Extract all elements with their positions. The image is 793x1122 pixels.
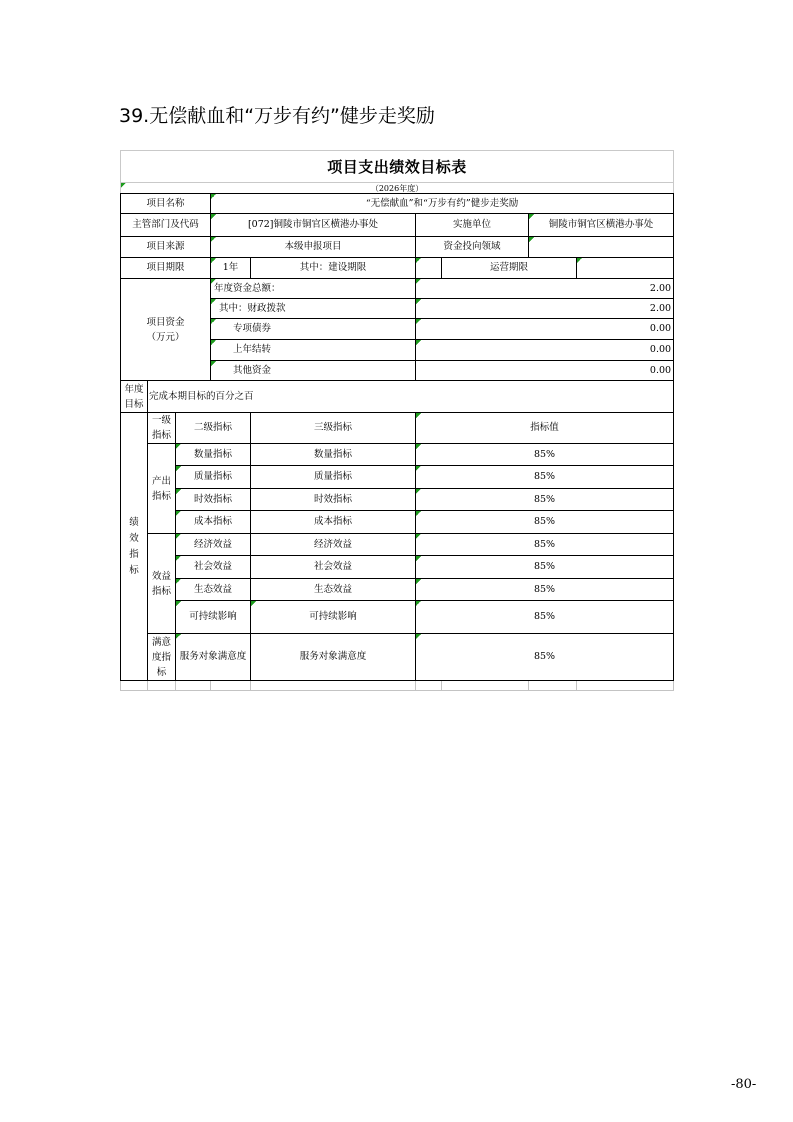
annual-goal-label: 年度 目标 (121, 381, 148, 413)
indicator-value: 85% (416, 634, 674, 681)
funds-other-value: 0.00 (416, 361, 674, 381)
funds-carryover-value: 0.00 (416, 340, 674, 361)
period-label: 项目期限 (121, 258, 211, 279)
indicator-level2: 成本指标 (176, 511, 251, 534)
source-label: 项目来源 (121, 237, 211, 258)
satisfaction-indicators-label: 满意 度指 标 (148, 634, 176, 681)
empty-cell (211, 681, 251, 691)
indicator-row (121, 489, 674, 511)
funds-fiscal-label: 其中：财政拨款 (211, 299, 416, 319)
indicator-level3: 质量指标 (251, 466, 416, 489)
performance-indicators-label: 绩 效 指 标 (121, 413, 148, 681)
implementing-unit-label: 实施单位 (416, 214, 529, 237)
indicator-row (121, 601, 674, 634)
annual-goal-row (121, 381, 674, 413)
funds-label: 项目资金 （万元） (121, 279, 211, 381)
indicator-value-header: 指标值 (416, 413, 674, 444)
empty-cell (121, 681, 148, 691)
indicator-level3: 社会效益 (251, 556, 416, 579)
source-row (121, 237, 674, 258)
level3-header: 三级指标 (251, 413, 416, 444)
funds-carryover-label: 上年结转 (211, 340, 416, 361)
indicator-level2: 质量指标 (176, 466, 251, 489)
indicator-header-row (121, 413, 674, 444)
page-number: -80- (731, 1077, 757, 1092)
table-year: （2026年度） (121, 183, 674, 194)
indicator-row (121, 556, 674, 579)
indicator-level3: 服务对象满意度 (251, 634, 416, 681)
indicator-level3: 可持续影响 (251, 601, 416, 634)
level2-header: 二级指标 (176, 413, 251, 444)
indicator-level2: 数量指标 (176, 444, 251, 466)
indicator-value: 85% (416, 489, 674, 511)
indicator-row (121, 466, 674, 489)
indicator-level2: 经济效益 (176, 534, 251, 556)
output-indicators-label: 产出 指标 (148, 444, 176, 534)
indicator-row (121, 534, 674, 556)
section-heading: 39.无偿献血和“万步有约”健步走奖励 (119, 105, 435, 127)
funds-other-label: 其他资金 (211, 361, 416, 381)
department-value: [072]铜陵市铜官区横港办事处 (211, 214, 416, 237)
project-name-value: “无偿献血”和“万步有约”健步走奖励 (211, 194, 674, 214)
indicator-level3: 成本指标 (251, 511, 416, 534)
indicator-level3: 经济效益 (251, 534, 416, 556)
empty-cell (416, 681, 442, 691)
indicator-value: 85% (416, 534, 674, 556)
implementing-unit-value: 铜陵市铜官区横港办事处 (529, 214, 674, 237)
operation-period-value (577, 258, 674, 279)
department-label: 主管部门及代码 (121, 214, 211, 237)
indicator-level2: 社会效益 (176, 556, 251, 579)
funds-total-value: 2.00 (416, 279, 674, 299)
empty-cell (529, 681, 577, 691)
empty-trailing-row (121, 681, 674, 691)
annual-goal-value: 完成本期目标的百分之百 (148, 381, 674, 413)
period-row (121, 258, 674, 279)
project-name-row (121, 194, 674, 214)
indicator-value: 85% (416, 556, 674, 579)
indicator-level2: 时效指标 (176, 489, 251, 511)
indicator-row (121, 579, 674, 601)
period-value: 1年 (211, 258, 251, 279)
empty-cell (148, 681, 176, 691)
indicator-row (121, 511, 674, 534)
year-row (121, 183, 674, 194)
empty-cell (176, 681, 211, 691)
table-title: 项目支出绩效目标表 (121, 151, 674, 183)
indicator-level2: 服务对象满意度 (176, 634, 251, 681)
source-value: 本级申报项目 (211, 237, 416, 258)
empty-cell (577, 681, 674, 691)
indicator-level3: 时效指标 (251, 489, 416, 511)
indicator-value: 85% (416, 601, 674, 634)
title-row (121, 151, 674, 183)
empty-cell (251, 681, 416, 691)
project-name-label: 项目名称 (121, 194, 211, 214)
indicator-level3: 数量指标 (251, 444, 416, 466)
indicator-value: 85% (416, 466, 674, 489)
indicator-value: 85% (416, 579, 674, 601)
funds-special-bond-label: 专项债券 (211, 319, 416, 340)
funds-row (121, 279, 674, 299)
benefit-indicators-label: 效益 指标 (148, 534, 176, 634)
indicator-value: 85% (416, 511, 674, 534)
funds-total-label: 年度资金总额： (211, 279, 416, 299)
department-row (121, 214, 674, 237)
indicator-value: 85% (416, 444, 674, 466)
funds-fiscal-value: 2.00 (416, 299, 674, 319)
funds-special-bond-value: 0.00 (416, 319, 674, 340)
performance-target-table (120, 150, 674, 691)
indicator-row (121, 444, 674, 466)
level1-header: 一级 指标 (148, 413, 176, 444)
indicator-level2: 可持续影响 (176, 601, 251, 634)
indicator-level2: 生态效益 (176, 579, 251, 601)
indicator-row (121, 634, 674, 681)
construction-period-value (416, 258, 442, 279)
investment-field-value (529, 237, 674, 258)
indicator-level3: 生态效益 (251, 579, 416, 601)
construction-period-label: 其中：建设期限 (251, 258, 416, 279)
investment-field-label: 资金投向领域 (416, 237, 529, 258)
empty-cell (442, 681, 529, 691)
operation-period-label: 运营期限 (442, 258, 577, 279)
